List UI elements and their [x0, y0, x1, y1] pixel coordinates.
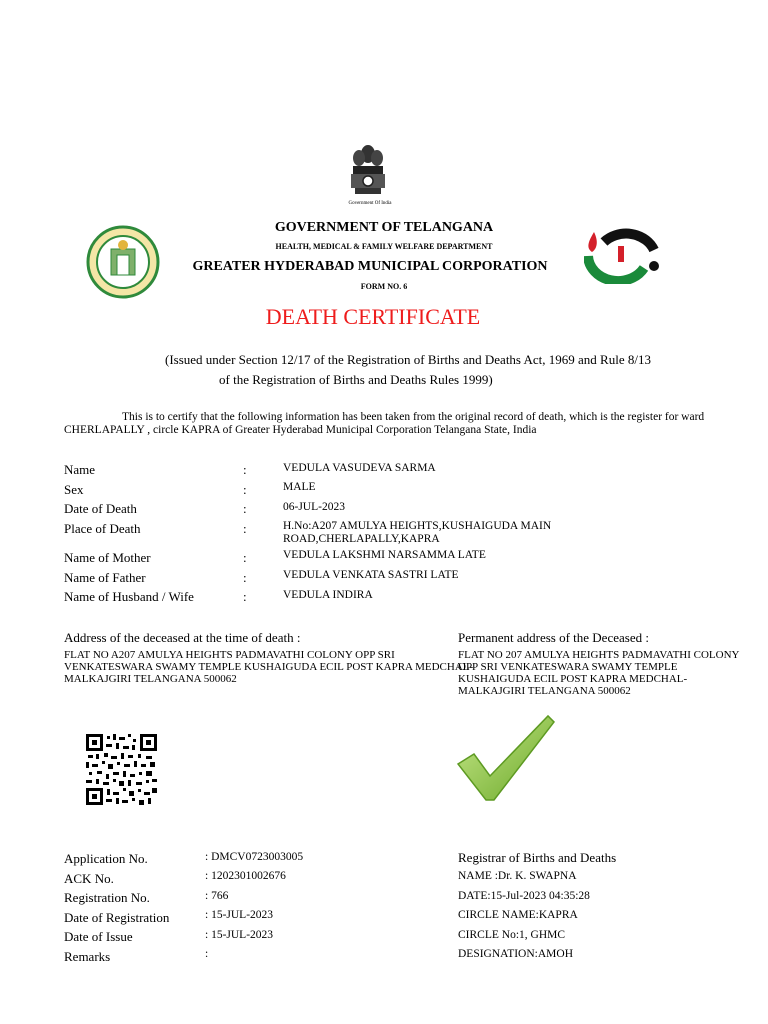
- detail-label: Name of Husband / Wife: [64, 589, 194, 604]
- detail-value-place-of-death: H.No:A207 AMULYA HEIGHTS,KUSHAIGUDA MAIN ROAD,CHERLAPALLY,KAPRA: [283, 520, 552, 545]
- page-title: DEATH CERTIFICATE: [265, 304, 481, 329]
- registrar-circle-no: CIRCLE No:1, GHMC: [458, 929, 566, 941]
- detail-label: Name of Mother: [64, 550, 151, 565]
- certify-text: This is to certify that the following information has been taken from the original record of death, which is the register for ward CHERLAPALLY , circle KAPRA of Greater Hyderabad Municipal Corporation Telangana State, India: [64, 411, 705, 436]
- form-number: FORM NO. 6: [360, 282, 408, 291]
- ack-no-value: : 1202301002676: [205, 870, 286, 882]
- government-heading: GOVERNMENT OF TELANGANA: [274, 220, 494, 235]
- issue-date-label: Date of Issue: [64, 929, 133, 944]
- certify-statement: [64, 411, 714, 437]
- emblem-caption: Government Of India: [348, 201, 392, 206]
- ghmc-logo-icon: [584, 228, 660, 284]
- registration-date-label: Date of Registration: [64, 910, 170, 925]
- issued-under-line-1: (Issued under Section 12/17 of the Registration of Births and Deaths Act, 1969 and Rule 8/13: [165, 352, 651, 367]
- registration-no-label: Registration No.: [64, 890, 150, 905]
- permanent-address-heading: Permanent address of the Deceased :: [458, 630, 649, 645]
- department-heading: HEALTH, MEDICAL & FAMILY WELFARE DEPARTMENT: [275, 242, 493, 251]
- verified-checkmark-icon: [456, 714, 556, 804]
- detail-value-date-of-death: 06-JUL-2023: [283, 501, 345, 513]
- detail-value-sex: MALE: [283, 481, 316, 493]
- detail-value-mother: VEDULA LAKSHMI NARSAMMA LATE: [283, 549, 486, 561]
- deceased-address-heading: Address of the deceased at the time of death :: [64, 630, 301, 645]
- remarks-label: Remarks: [64, 949, 111, 964]
- detail-value-spouse: VEDULA INDIRA: [283, 589, 373, 601]
- registration-date-value: : 15-JUL-2023: [205, 909, 274, 921]
- qr-code-icon[interactable]: [86, 734, 157, 805]
- detail-label: Name: [64, 462, 96, 477]
- deceased-address: FLAT NO A207 AMULYA HEIGHTS PADMAVATHI COLONY OPP SRI VENKATESWARA SWAMY TEMPLE KUSHAIGUDA ECIL POST KAPRA MEDCHAL-MALKAJGIRI TELANGANA 500062: [64, 649, 474, 685]
- issue-date-value: : 15-JUL-2023: [205, 929, 274, 941]
- detail-separator: :: [243, 462, 247, 477]
- application-no-value: : DMCV0723003005: [205, 851, 304, 863]
- application-no-label: Application No.: [64, 851, 148, 866]
- registrar-date: DATE:15-Jul-2023 04:35:28: [458, 890, 590, 902]
- registrar-name: NAME :Dr. K. SWAPNA: [458, 870, 577, 882]
- detail-label: Sex: [64, 482, 84, 497]
- corporation-heading: GREATER HYDERABAD MUNICIPAL CORPORATION: [192, 259, 548, 274]
- detail-label: Date of Death: [64, 501, 137, 516]
- registrar-designation: DESIGNATION:AMOH: [458, 948, 573, 960]
- detail-separator: :: [243, 570, 247, 585]
- ack-no-label: ACK No.: [64, 871, 114, 886]
- detail-separator: :: [243, 482, 247, 497]
- registration-no-value: : 766: [205, 890, 229, 902]
- detail-label: Place of Death: [64, 521, 141, 536]
- registrar-circle-name: CIRCLE NAME:KAPRA: [458, 909, 578, 921]
- issued-under-line-2: of the Registration of Births and Deaths Rules 1999): [219, 372, 493, 387]
- detail-value-father: VEDULA VENKATA SASTRI LATE: [283, 569, 459, 581]
- permanent-address: FLAT NO 207 AMULYA HEIGHTS PADMAVATHI COLONY OPP SRI VENKATESWARA SWAMY TEMPLE KUSHAIGUDA ECIL POST KAPRA MEDCHAL-MALKAJGIRI TELANGANA 500062: [458, 649, 740, 697]
- detail-separator: :: [243, 550, 247, 565]
- detail-separator: :: [243, 521, 247, 536]
- detail-separator: :: [243, 501, 247, 516]
- detail-separator: :: [243, 589, 247, 604]
- detail-value-name: VEDULA VASUDEVA SARMA: [283, 462, 436, 474]
- registrar-heading: Registrar of Births and Deaths: [458, 850, 617, 865]
- detail-label: Name of Father: [64, 570, 146, 585]
- remarks-value: :: [205, 948, 209, 960]
